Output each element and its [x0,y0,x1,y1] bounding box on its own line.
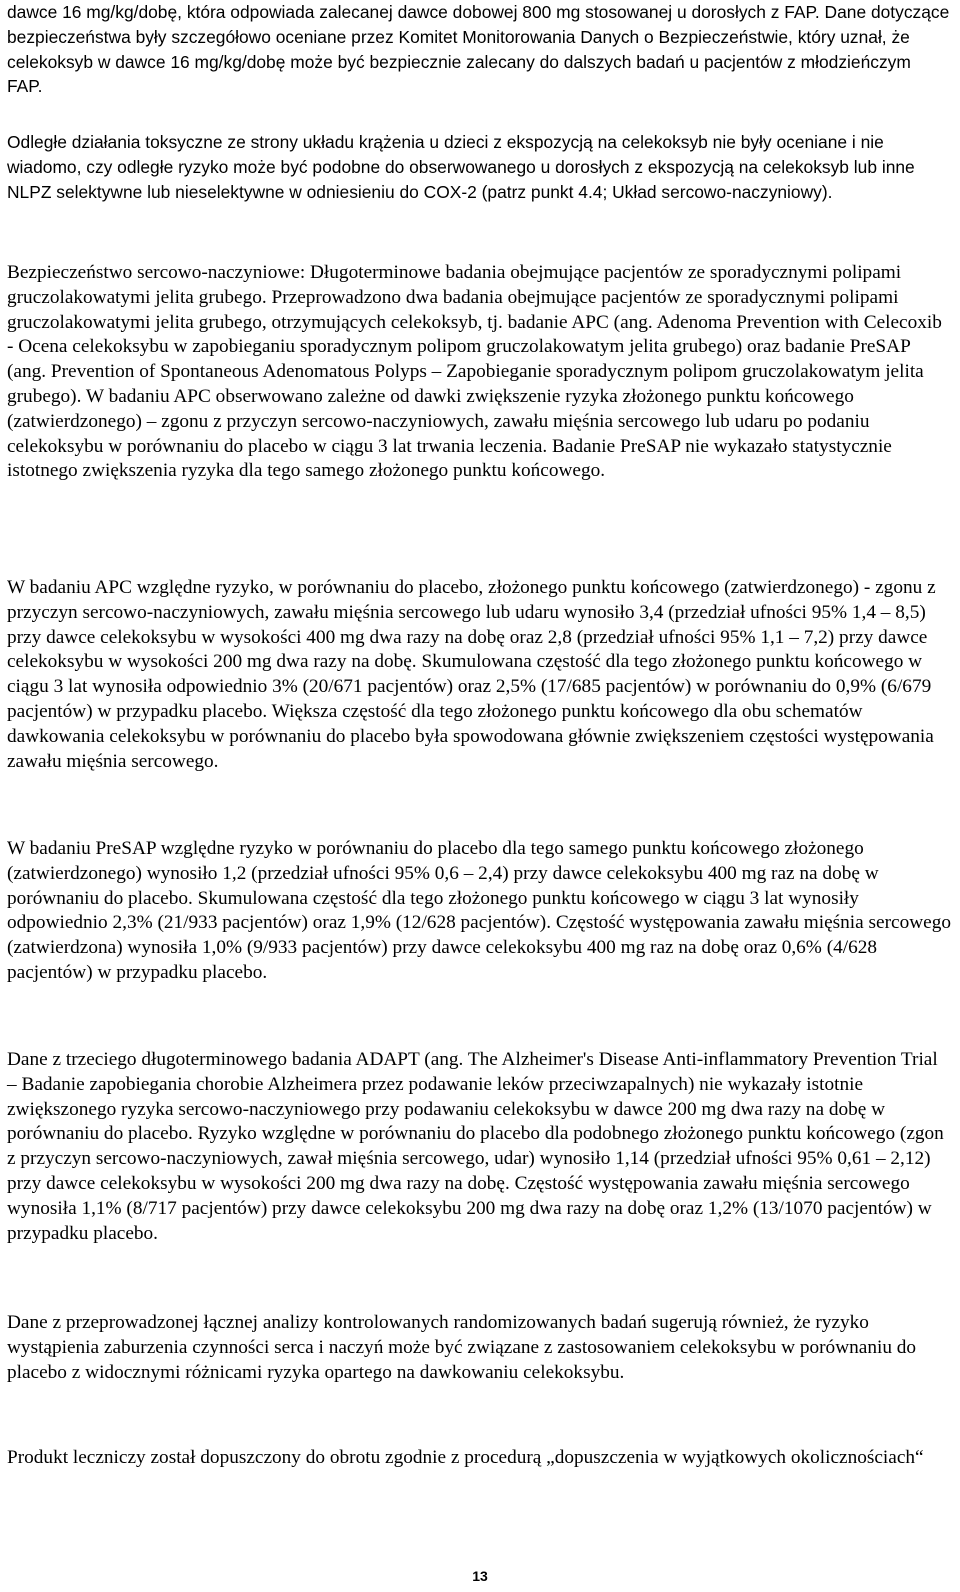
paragraph-adapt-study: Dane z trzeciego długoterminowego badania ADAPT (ang. The Alzheimer's Disease Anti-inflammatory Prevention Trial – Badanie zapobiegania chorobie Alzheimera przez podawanie leków przeciwzapalnych) nie wykazały istotnie zwiększonego ryzyka sercowo-naczyniowego przy podawaniu celekoksybu w dawce 200 mg dwa razy na dobę w porównaniu do placebo. Ryzyko względne w porównaniu do placebo dla podobnego złożonego punktu końcowego (zgon z przyczyn sercowo-naczyniowych, zawał mięśnia sercowego, udar) wynosiło 1,14 (przedział ufności 95% 0,61 – 2,12) przy dawce celekoksybu w wysokości 200 mg dwa razy na dobę. Częstość występowania zawału mięśnia sercowego wynosiła 1,1% (8/717 pacjentów) przy dawce celekoksybu 200 mg dwa razy na dobę oraz 1,2% (13/1070 pacjentów) w przypadku placebo. [7,1049,944,1244]
paragraph-exceptional-circumstances: Produkt leczniczy został dopuszczony do obrotu zgodnie z procedurą „dopuszczenia w wyjątkowych okolicznościach“ [7,1447,924,1468]
paragraph-cardiovascular-safety: Bezpieczeństwo sercowo-naczyniowe: Długoterminowe badania obejmujące pacjentów ze sporadycznymi polipami gruczolakowatymi jelita grubego. Przeprowadzono dwa badania obejmujące pacjentów ze sporadycznymi polipami gruczolakowatymi jelita grubego, otrzymujących celekoksyb, tj. badanie APC (ang. Adenoma Prevention with Celecoxib - Ocena celekoksybu w zapobieganiu sporadycznym polipom gruczolakowatym jelita grubego) oraz badanie PreSAP (ang. Prevention of Spontaneous Adenomatous Polyps – Zapobieganie sporadycznym polipom gruczolakowatym jelita grubego). W badaniu APC obserwowano zależne od dawki zwiększenie ryzyka złożonego punktu końcowego (zatwierdzonego) – zgonu z przyczyn sercowo-naczyniowych, zawału mięśnia sercowego lub udaru po podaniu celekoksybu w porównaniu do placebo w ciągu 3 lat trwania leczenia. Badanie PreSAP nie wykazało statystycznie istotnego zwiększenia ryzyka dla tego samego złożonego punktu końcowego. [7,262,942,482]
page-number: 13 [472,1568,488,1584]
paragraph-pediatric-fap-safety: dawce 16 mg/kg/dobę, która odpowiada zalecanej dawce dobowej 800 mg stosowanej u dorosłych z FAP. Dane dotyczące bezpieczeństwa były szczegółowo oceniane przez Komitet Monitorowania Danych o Bezpieczeństwie, który uznał, że celekoksyb w dawce 16 mg/kg/dobę może być bezpiecznie zalecany do dalszych badań u pacjentów z młodzieńczym FAP. [7,2,950,97]
paragraph-apc-study: W badaniu APC względne ryzyko, w porównaniu do placebo, złożonego punktu końcowego (zatwierdzonego) - zgonu z przyczyn sercowo-naczyniowych, zawału mięśnia sercowego lub udaru wynosiło 3,4 (przedział ufności 95% 1,4 – 8,5) przy dawce celekoksybu w wysokości 400 mg dwa razy na dobę oraz 2,8 (przedział ufności 95% 1,1 – 7,2) przy dawce celekoksybu w wysokości 200 mg dwa razy na dobę. Skumulowana częstość dla tego złożonego punktu końcowego w ciągu 3 lat wynosiła odpowiednio 3% (20/671 pacjentów) oraz 2,5% (17/685 pacjentów) w porównaniu do 0,9% (6/679 pacjentów) w przypadku placebo. Większa częstość dla tego złożonego punktu końcowego dla obu schematów dawkowania celekoksybu w porównaniu do placebo była spowodowana głównie zwiększeniem częstości występowania zawału mięśnia sercowego. [7,577,936,772]
paragraph-pooled-analysis: Dane z przeprowadzonej łącznej analizy kontrolowanych randomizowanych badań sugerują również, że ryzyko wystąpienia zaburzenia czynności serca i naczyń może być związane z zastosowaniem celekoksybu w porównaniu do placebo z widocznymi różnicami ryzyka opartego na dawkowaniu celekoksybu. [7,1312,917,1383]
paragraph-presap-study: W badaniu PreSAP względne ryzyko w porównaniu do placebo dla tego samego punktu końcowego złożonego (zatwierdzonego) wynosiło 1,2 (przedział ufności 95% 0,6 – 2,4) przy dawce celekoksybu 400 mg raz na dobę w porównaniu do placebo. Skumulowana częstość dla tego złożonego punktu końcowego w ciągu 3 lat wynosiły odpowiednio 2,3% (21/933 pacjentów) oraz 1,9% (12/628 pacjentów). Częstość występowania zawału mięśnia sercowego (zatwierdzona) wynosiła 1,0% (9/933 pacjentów) przy dawce celekoksybu 400 mg raz na dobę oraz 0,6% (4/628 pacjentów) w przypadku placebo. [7,838,951,983]
paragraph-long-term-toxicity: Odległe działania toksyczne ze strony układu krążenia u dzieci z ekspozycją na celekoksyb nie były oceniane i nie wiadomo, czy odległe ryzyko może być podobne do obserwowanego u dorosłych z ekspozycją na celekoksyb lub inne NLPZ selektywne lub nieselektywne w odniesieniu do COX-2 (patrz punkt 4.4; Układ sercowo-naczyniowy). [7,132,915,202]
